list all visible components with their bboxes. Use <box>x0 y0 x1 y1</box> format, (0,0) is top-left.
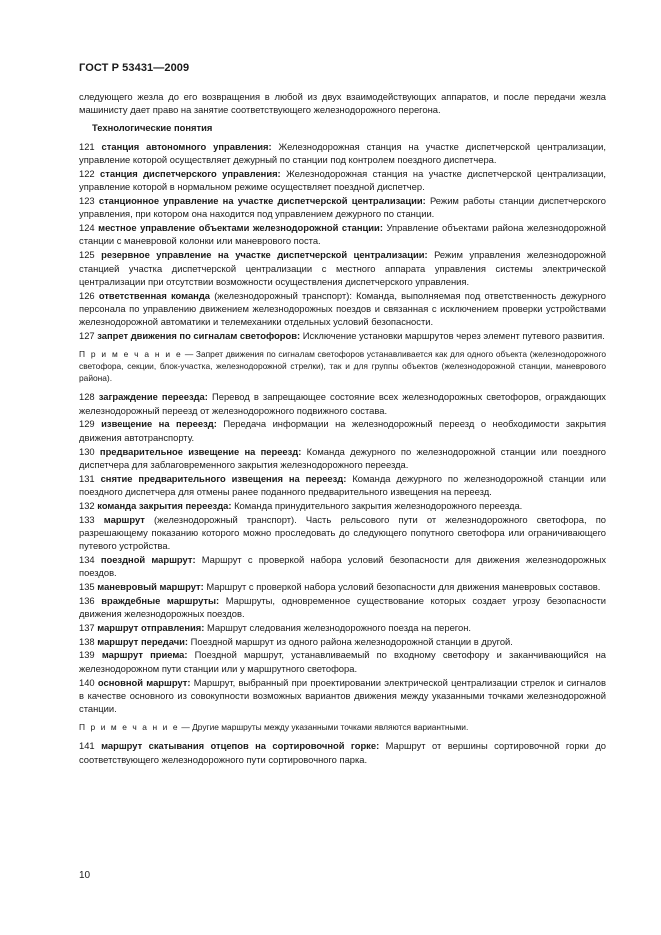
term-definition: Режим управления железнодорожной станцией участка диспетчерской централизации с местного аппарата управления системы электрической централизации при отсутствии возможности осуществления диспетчерского управления. <box>79 249 606 287</box>
term-entry <box>79 167 606 194</box>
note-label: П р и м е ч а н и е <box>79 349 183 360</box>
term-definition: Маршруты, одновременное существование которых создает угрозу безопасности движения железнодорожных поездов. <box>79 594 606 620</box>
term-entry <box>79 580 606 593</box>
term-entry <box>79 594 606 621</box>
term-name: основной маршрут: <box>97 676 191 688</box>
term-name: станция автономного управления: <box>101 140 272 152</box>
term-entry <box>79 499 606 512</box>
document-header: ГОСТ Р 53431—2009 <box>79 62 190 74</box>
term-definition: Маршрут, выбранный при проектировании электрической централизации стрелок и сигналов в качестве основного из совокупности возможных вариантов движения между указанными точками железнодорожной станции. <box>79 676 607 715</box>
term-number: 129 <box>79 418 95 430</box>
term-number: 135 <box>79 581 95 592</box>
term-name: команда закрытия переезда: <box>97 499 232 511</box>
term-definition: Режим работы станции диспетчерского управления, при котором она находится под управлением дежурного по станции. <box>79 195 606 220</box>
intro-paragraph: следующего жезла до его возвращения в любой из двух взаимодействующих аппаратов, и после передачи жезла машинисту дает право на занятие соответствующего железнодорожного перегона. <box>79 91 606 116</box>
term-number: 125 <box>79 249 95 261</box>
term-number: 123 <box>79 195 95 207</box>
term-entry <box>79 390 606 417</box>
term-name: маршрут <box>103 513 145 525</box>
term-number: 134 <box>79 553 95 565</box>
term-name: станционное управление на участке диспетчерской централизации: <box>98 195 426 207</box>
term-definition: Управление объектами района железнодорожной станции с маневровой колонки или маневрового поста. <box>79 222 606 247</box>
term-entry <box>79 676 606 716</box>
term-name: станция диспетчерского управления: <box>100 167 281 179</box>
term-number: 138 <box>79 635 95 647</box>
term-number: 133 <box>79 513 95 525</box>
term-entry <box>79 417 606 444</box>
note-1 <box>79 348 606 384</box>
term-definition: (железнодорожный транспорт). Часть рельсового пути от железнодорожного светофора, по разрешающему показанию которого можно проследовать до следующего попутного светофора или ограничивающего путевого устройства. <box>79 513 606 552</box>
term-name: враждебные маршруты: <box>101 594 220 606</box>
term-definition: Маршрут следования железнодорожного поезда на перегон. <box>206 621 471 633</box>
terms-list <box>79 140 606 342</box>
term-definition: (железнодорожный транспорт): Команда, выполняемая под ответственность дежурного персонала по управлению движением железнодорожных поездов и связанная с исключением проверки устройствами железнодорожной автоматики и телемеханики отдельных условий безопасности. <box>79 289 607 328</box>
term-name: ответственная команда <box>98 289 210 301</box>
term-name: заграждение переезда: <box>98 391 208 403</box>
term-entry <box>79 513 606 553</box>
term-name: местное управление объектами железнодорожной станции: <box>98 222 383 234</box>
term-number: 137 <box>79 621 95 633</box>
term-number: 141 <box>79 740 95 752</box>
term-name: предварительное извещение на переезд: <box>99 445 302 457</box>
term-number: 126 <box>79 289 95 301</box>
term-entry <box>79 445 606 472</box>
term-definition: Маршрут от вершины сортировочной горки до соответствующего железнодорожного пути сортировочного парка. <box>79 740 607 765</box>
term-number: 121 <box>79 140 95 152</box>
term-entry <box>79 329 606 342</box>
section-title: Технологические понятия <box>92 121 213 133</box>
term-definition: Команда принудительного закрытия железнодорожного переезда. <box>234 499 523 511</box>
term-entry <box>79 621 606 634</box>
term-definition: Команда дежурного по железнодорожной станции или поездного диспетчера для заблаговременного закрытия железнодорожного переезда. <box>79 445 607 470</box>
term-name: маршрут передачи: <box>97 635 189 647</box>
term-name: поездной маршрут: <box>100 553 196 565</box>
term-entry <box>79 194 606 221</box>
term-name: маршрут отправления: <box>97 621 205 633</box>
terms-list <box>79 739 606 766</box>
term-definition: Маршрут с проверкой набора условий безопасности для движения железнодорожных поездов. <box>79 553 607 579</box>
term-entry <box>79 648 606 675</box>
note-2 <box>79 721 606 733</box>
term-entry <box>79 221 606 248</box>
term-name: извещение на переезд: <box>101 418 217 430</box>
term-definition: Передача информации на железнодорожный переезд о необходимости закрытия движения автотранспорту. <box>79 418 607 443</box>
term-definition: Поездной маршрут из одного района железнодорожной станции в другой. <box>190 635 513 647</box>
note-text: — Запрет движения по сигналам светофоров устанавливается как для одного объекта (железнодорожного светофора, секции, блок-участка, железнодорожной стрелки), так и для группы объектов (железнодорожной станции, маневрового района). <box>79 349 606 384</box>
term-definition: Исключение установки маршрутов через элемент путевого развития. <box>302 330 605 342</box>
term-number: 122 <box>79 167 95 179</box>
term-entry <box>79 248 606 288</box>
term-definition: Железнодорожная станция на участке диспетчерской централизации, управление которой в нормальном режиме осуществляет поездной диспетчер. <box>79 167 607 193</box>
term-number: 131 <box>79 472 95 484</box>
term-number: 136 <box>79 594 95 606</box>
term-entry <box>79 289 606 329</box>
term-definition: Маршрут с проверкой набора условий безопасности для движения маневровых составов. <box>206 581 601 592</box>
term-number: 124 <box>79 222 95 234</box>
term-name: запрет движения по сигналам светофоров: <box>97 330 301 342</box>
term-number: 130 <box>79 445 95 457</box>
note-text: — Другие маршруты между указанными точками являются вариантными. <box>179 722 469 733</box>
term-number: 132 <box>79 499 95 511</box>
page-number: 10 <box>79 870 91 881</box>
term-definition: Поездной маршрут, устанавливаемый по входному светофору и заканчивающийся на железнодорожном пути станции или у маршрутного светофора. <box>79 649 606 674</box>
term-entry <box>79 739 606 766</box>
note-label: П р и м е ч а н и е <box>79 722 180 733</box>
term-entry <box>79 140 606 167</box>
term-number: 139 <box>79 649 95 661</box>
term-definition: Железнодорожная станция на участке диспетчерской централизации, управление которой осуществляет дежурный по станции под контролем поездного диспетчера. <box>79 140 606 166</box>
term-number: 127 <box>79 330 95 342</box>
term-name: маршрут скатывания отцепов на сортировочной горке: <box>101 740 380 752</box>
term-name: резервное управление на участке диспетчерской централизации: <box>101 249 428 261</box>
term-name: маршрут приема: <box>101 649 188 661</box>
term-entry <box>79 553 606 580</box>
term-entry <box>79 635 606 648</box>
document-body <box>79 90 606 766</box>
term-number: 140 <box>79 676 95 688</box>
terms-list <box>79 390 606 715</box>
term-definition: Команда дежурного по железнодорожной станции или поездного диспетчера для отмены ранее поданного предварительного извещения на переезд. <box>79 472 607 497</box>
term-entry <box>79 472 606 499</box>
term-number: 128 <box>79 391 95 403</box>
term-name: снятие предварительного извещения на переезд: <box>100 472 347 484</box>
term-definition: Перевод в запрещающее состояние всех железнодорожных светофоров, ограждающих железнодорожный переезд от железнодорожного подвижного состава. <box>79 391 606 416</box>
term-name: маневровый маршрут: <box>97 581 204 592</box>
